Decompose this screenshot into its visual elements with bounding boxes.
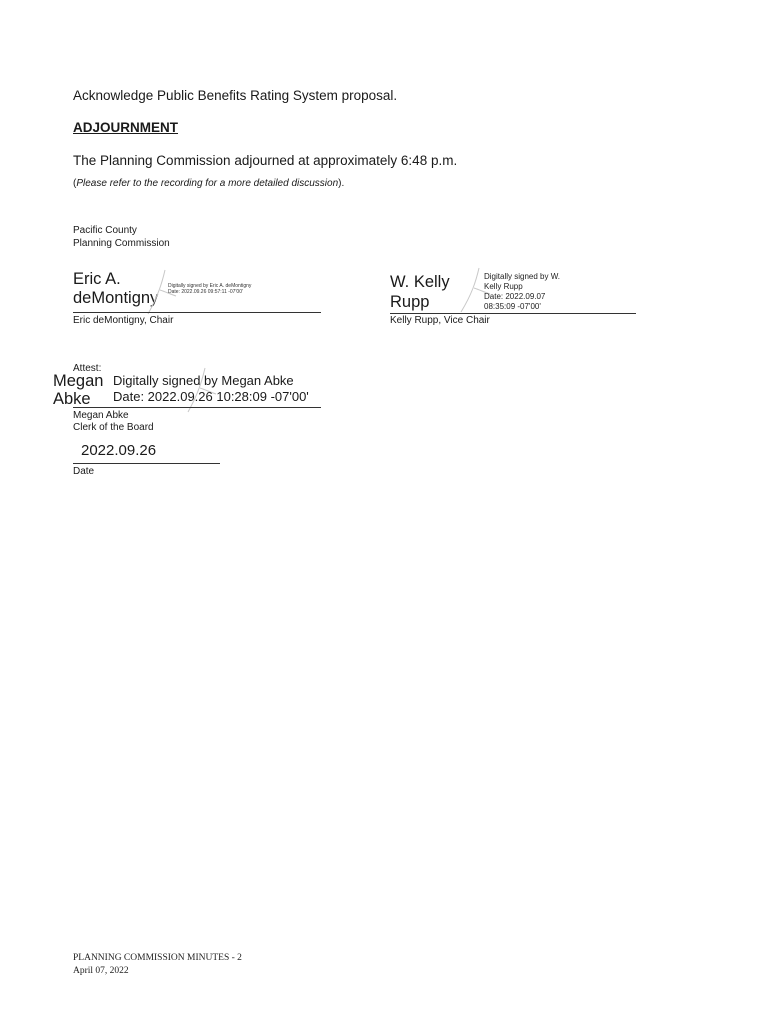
- clerk-signature-line: [73, 407, 321, 408]
- clerk-caption-name: Megan Abke: [73, 410, 129, 421]
- adjourned-text: The Planning Commission adjourned at approximately 6:48 p.m.: [73, 153, 458, 168]
- clerk-digital-line2: Date: 2022.09.26 10:28:09 -07'00': [113, 389, 309, 404]
- chair-caption: Eric deMontigny, Chair: [73, 315, 174, 326]
- footer-date: April 07, 2022: [73, 966, 129, 976]
- clerk-digital-line1: Digitally signed by Megan Abke: [113, 373, 294, 388]
- vice-chair-caption: Kelly Rupp, Vice Chair: [390, 315, 490, 326]
- chair-digital-line1: Digitally signed by Eric A. deMontigny: [168, 283, 252, 289]
- clerk-caption-title: Clerk of the Board: [73, 422, 154, 433]
- org-commission: Planning Commission: [73, 238, 170, 249]
- footer-title: PLANNING COMMISSION MINUTES - 2: [73, 953, 242, 963]
- vice-chair-digital-line2: Kelly Rupp: [484, 282, 523, 291]
- chair-signed-line2: deMontigny: [73, 289, 159, 307]
- clerk-signed-line2: Abke: [53, 390, 91, 408]
- chair-signature-line: [73, 312, 321, 313]
- date-line: [73, 463, 220, 464]
- vice-chair-digital-line4: 08:35:09 -07'00': [484, 302, 541, 311]
- vice-chair-digital-line3: Date: 2022.09.07: [484, 292, 546, 301]
- recording-note-open: (: [73, 178, 77, 189]
- adjournment-heading: ADJOURNMENT: [73, 120, 179, 135]
- chair-signed-line1: Eric A.: [73, 270, 121, 288]
- vice-chair-digital-line1: Digitally signed by W.: [484, 272, 561, 281]
- recording-note-close: ).: [338, 178, 345, 189]
- attest-label: Attest:: [73, 363, 102, 374]
- recording-note-italic: Please refer to the recording for a more detailed discussion: [76, 178, 339, 189]
- clerk-signed-line1: Megan: [53, 372, 104, 390]
- chair-digital-line2: Date: 2022.09.26 09:57:11 -07'00': [168, 289, 243, 295]
- vice-chair-signature-line: [390, 313, 636, 314]
- date-value: 2022.09.26: [81, 442, 157, 459]
- date-label: Date: [73, 466, 95, 477]
- org-county: Pacific County: [73, 225, 137, 236]
- vice-chair-signed-line2: Rupp: [390, 293, 430, 311]
- recording-note: [73, 178, 344, 189]
- acknowledge-text: Acknowledge Public Benefits Rating System proposal.: [73, 88, 398, 103]
- vice-chair-signed-line1: W. Kelly: [390, 273, 450, 291]
